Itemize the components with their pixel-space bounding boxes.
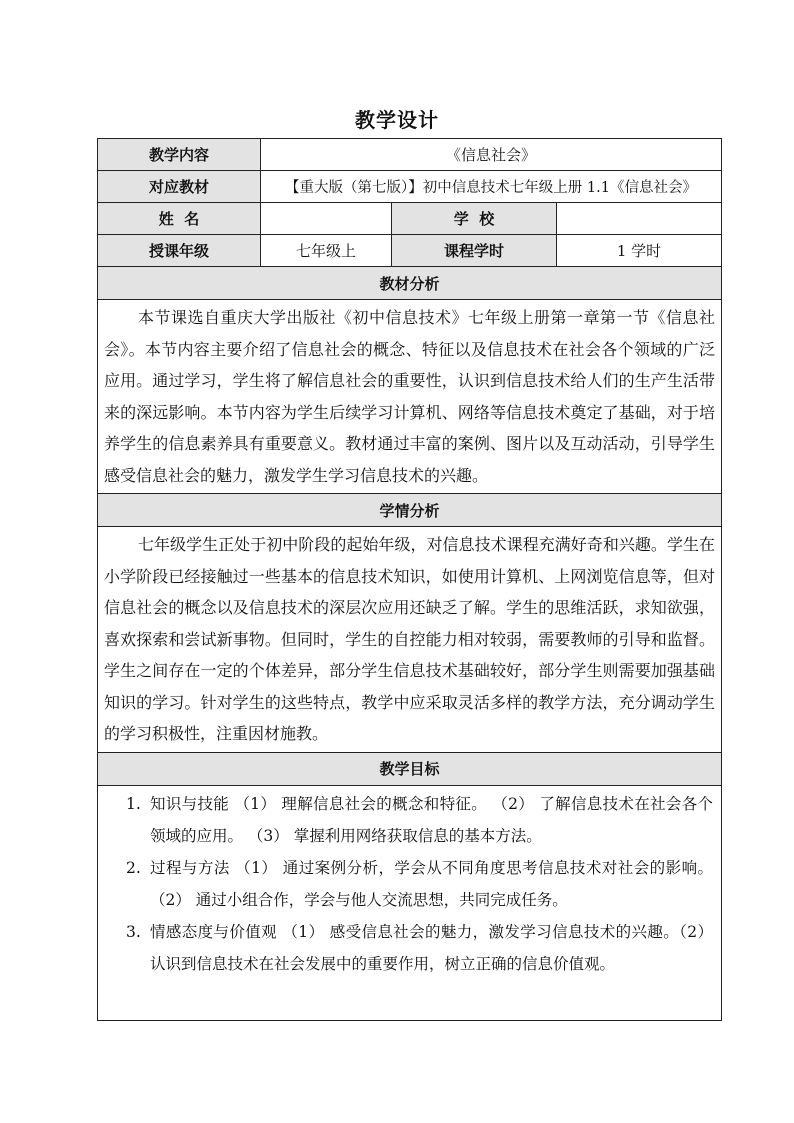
- row-goals-heading: [98, 752, 722, 785]
- goal-item: [126, 852, 713, 916]
- row-content: [98, 139, 722, 171]
- hours-label: 课程学时: [392, 235, 557, 267]
- grade-label: 授课年级: [98, 235, 261, 267]
- goals-heading: 教学目标: [98, 752, 722, 785]
- content-value: 《信息社会》: [261, 139, 722, 171]
- hours-value: 1 学时: [557, 235, 722, 267]
- material-heading: 教材分析: [98, 267, 722, 300]
- goal-text: 知识与技能 （1） 理解信息社会的概念和特征。 （2） 了解信息技术在社会各个领域的应用。 （3） 掌握利用网络获取信息的基本方法。: [150, 794, 714, 845]
- goal-text: 情感态度与价值观 （1） 感受信息社会的魅力，激发学习信息技术的兴趣。（2） 认识到信息技术在社会发展中的重要作用，树立正确的信息价值观。: [150, 922, 714, 973]
- students-text: 七年级学生正处于初中阶段的起始年级，对信息技术课程充满好奇和兴趣。学生在小学阶段已经接触过一些基本的信息技术知识，如使用计算机、上网浏览信息等，但对信息社会的概念以及信息技术的深层次应用还缺乏了解。学生的思维活跃，求知欲强，喜欢探索和尝试新事物。但同时，学生的自控能力相对较弱，需要教师的引导和监督。学生之间存在一定的个体差异，部分学生信息技术基础较好，部分学生则需要加强基础知识的学习。针对学生的这些特点，教学中应采取灵活多样的教学方法，充分调动学生的学习积极性，注重因材施教。: [104, 535, 716, 743]
- row-students-heading: [98, 494, 722, 527]
- name-value: [261, 203, 392, 235]
- goal-item: [126, 916, 713, 980]
- row-grade-hours: [98, 235, 722, 267]
- textbook-value: 【重大版（第七版）】初中信息技术七年级上册 1.1《信息社会》: [261, 171, 722, 203]
- grade-value: 七年级上: [261, 235, 392, 267]
- students-cell: [98, 527, 722, 753]
- material-text: 本节课选自重庆大学出版社《初中信息技术》七年级上册第一章第一节《信息社会》。本节内容主要介绍了信息社会的概念、特征以及信息技术在社会各个领域的广泛应用。通过学习，学生将了解信息社会的重要性，认识到信息技术给人们的生产生活带来的深远影响。本节内容为学生后续学习计算机、网络等信息技术奠定了基础，对于培养学生的信息素养具有重要意义。教材通过丰富的案例、图片以及互动活动，引导学生感受信息社会的魅力，激发学生学习信息技术的兴趣。: [104, 308, 716, 485]
- row-material-body: [98, 300, 722, 494]
- lesson-design-table: [97, 138, 722, 1021]
- name-label: 姓 名: [98, 203, 261, 235]
- row-name-school: [98, 203, 722, 235]
- goal-item: [126, 788, 713, 852]
- textbook-label: 对应教材: [98, 171, 261, 203]
- row-students-body: [98, 527, 722, 753]
- school-value: [557, 203, 722, 235]
- goals-cell: [98, 785, 722, 1020]
- content-label: 教学内容: [98, 139, 261, 171]
- material-cell: [98, 300, 722, 494]
- row-material-heading: [98, 267, 722, 300]
- document-title: 教学设计: [355, 108, 439, 132]
- students-heading: 学情分析: [98, 494, 722, 527]
- row-textbook: [98, 171, 722, 203]
- school-label: 学 校: [392, 203, 557, 235]
- goal-number: 1.: [126, 794, 141, 813]
- goals-list: [98, 786, 721, 1020]
- goal-text: 过程与方法 （1） 通过案例分析，学会从不同角度思考信息技术对社会的影响。 （2） 通过小组合作，学会与他人交流思想，共同完成任务。: [150, 858, 714, 909]
- row-goals-body: [98, 785, 722, 1020]
- goal-number: 2.: [126, 858, 141, 877]
- goal-number: 3.: [126, 922, 141, 941]
